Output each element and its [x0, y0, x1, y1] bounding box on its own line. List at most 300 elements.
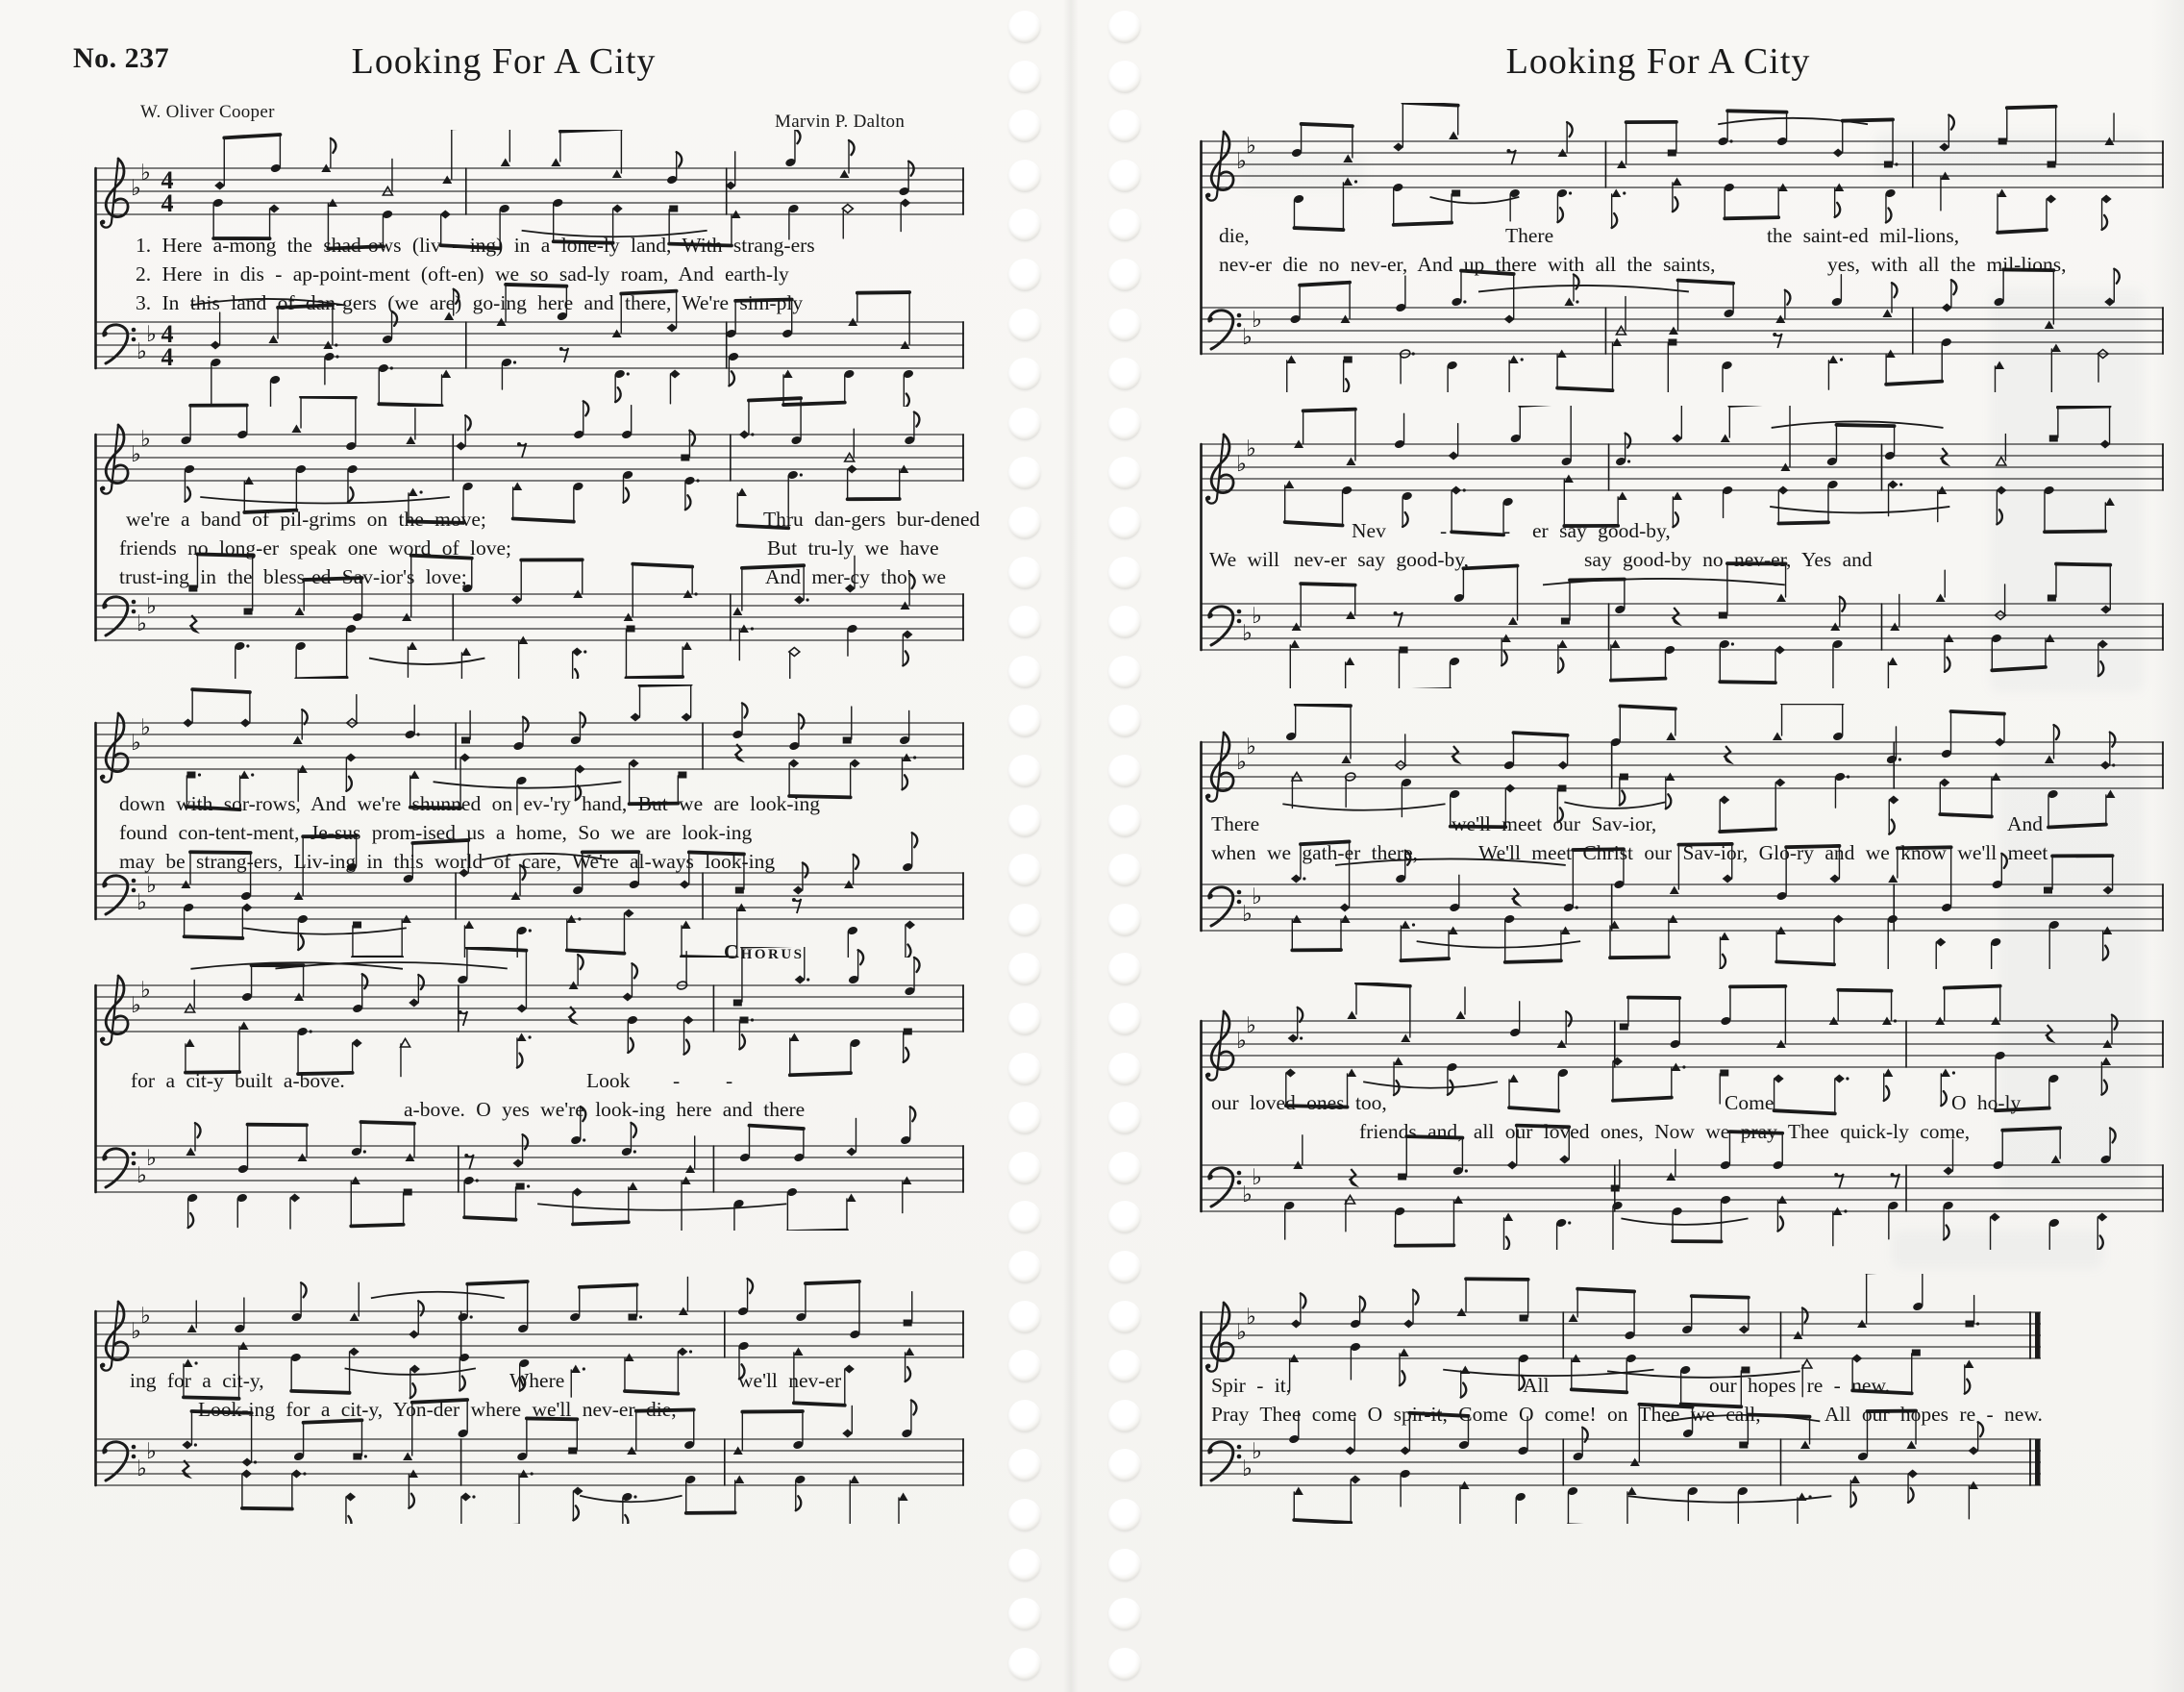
lyric-segment: we'll nev-er — [738, 1369, 842, 1392]
notehead — [628, 1182, 637, 1191]
flat-sign: ♭ — [1242, 325, 1253, 350]
binding-hole — [1108, 854, 1141, 886]
notehead — [409, 999, 419, 1008]
lyric-segment: - — [726, 1069, 733, 1092]
notehead — [666, 324, 677, 333]
notehead — [1400, 1447, 1410, 1456]
lyric-segment: Look — [586, 1069, 631, 1092]
notehead — [268, 336, 278, 344]
notehead — [456, 442, 466, 451]
notehead — [1995, 361, 2004, 370]
notehead — [571, 1365, 581, 1374]
treble-clef-icon — [101, 713, 128, 783]
notehead — [186, 1148, 195, 1157]
notehead — [1339, 904, 1350, 912]
notehead — [1906, 1441, 1916, 1450]
notehead — [1774, 779, 1785, 787]
notehead — [904, 1320, 912, 1327]
flat-sign: ♭ — [131, 731, 141, 756]
flat-sign: ♭ — [1252, 1439, 1262, 1464]
binding-hole — [1108, 656, 1141, 688]
notehead — [733, 1000, 742, 1007]
flat-sign: ♭ — [1246, 1305, 1256, 1330]
notehead — [1942, 304, 1952, 312]
notehead — [629, 759, 639, 768]
notehead — [1559, 1156, 1570, 1164]
notehead — [409, 1331, 419, 1339]
notehead — [1774, 1075, 1784, 1083]
notehead — [1291, 875, 1302, 883]
binding-hole — [1108, 110, 1141, 142]
binding-hole — [1008, 1301, 1041, 1333]
notehead — [1964, 1360, 1973, 1369]
binding-hole — [1008, 1102, 1041, 1134]
notehead — [612, 205, 623, 213]
binding-hole — [1008, 953, 1041, 985]
notehead — [1343, 178, 1353, 187]
slur — [1621, 1218, 1748, 1225]
notehead — [352, 1039, 362, 1048]
flat-sign: ♭ — [1246, 1013, 1256, 1038]
notehead — [345, 1493, 356, 1502]
flat-sign: ♭ — [1242, 1182, 1253, 1207]
binding-hole — [1108, 705, 1141, 737]
notehead — [460, 1493, 471, 1502]
notehead — [350, 1313, 360, 1322]
binding-hole — [1008, 507, 1041, 539]
notehead — [573, 1487, 583, 1496]
bass-clef-icon — [1207, 1168, 1241, 1207]
flat-sign: ♭ — [131, 1319, 141, 1344]
slur — [200, 497, 450, 504]
notehead — [409, 488, 418, 497]
flat-sign: ♭ — [140, 978, 151, 1003]
notehead — [794, 596, 805, 605]
lyric-segment: Look-ing for a cit-y, Yon-der where we'll nev-er die, — [198, 1398, 677, 1421]
notehead — [1284, 481, 1294, 489]
notehead — [1394, 1058, 1403, 1066]
lyric-segment: There — [1211, 812, 1260, 835]
notehead — [1509, 356, 1519, 364]
notehead — [1673, 492, 1682, 501]
lyric-segment: found con-tent-ment, Je-sus prom-ised us a home, So we are look-ing — [119, 821, 753, 844]
notehead — [1800, 1441, 1810, 1450]
lyric-segment: There — [1505, 224, 1554, 247]
notehead — [2105, 498, 2115, 507]
notehead — [1936, 594, 1946, 603]
lyric-segment: nev-er say good-by, — [1294, 548, 1469, 571]
lyric-segment: die, — [1219, 224, 1250, 247]
lyric-segment: trust-ing in the bless-ed Sav-ior's love; — [119, 565, 467, 588]
notehead — [1673, 178, 1682, 187]
time-signature: 4 — [161, 343, 174, 371]
notehead — [410, 1365, 420, 1374]
notehead — [1612, 1058, 1623, 1066]
lyric-segment: we're a band of pil-grims on the move; — [126, 508, 486, 531]
notehead — [512, 483, 522, 491]
binding-hole — [1008, 1598, 1041, 1630]
binding-hole — [1008, 1003, 1041, 1035]
treble-clef-icon — [101, 425, 128, 494]
notehead — [1995, 738, 2005, 747]
notehead — [844, 1365, 855, 1374]
notehead — [1627, 1487, 1637, 1496]
binding-hole — [1108, 11, 1141, 43]
bass-clef-icon — [1207, 311, 1241, 349]
right-page-title: Looking For A City — [1505, 41, 1811, 82]
flat-sign: ♭ — [1242, 621, 1253, 646]
notehead — [516, 1183, 525, 1190]
notehead — [904, 1029, 912, 1035]
notehead — [1620, 1024, 1628, 1031]
binding-hole — [1108, 358, 1141, 390]
final-barline — [2035, 1312, 2041, 1358]
notehead — [1672, 435, 1682, 443]
flat-sign: ♭ — [1252, 308, 1262, 333]
notehead — [850, 759, 860, 768]
binding-hole — [1108, 1598, 1141, 1630]
notehead — [1998, 138, 2007, 145]
notehead — [1966, 1321, 1974, 1328]
notehead — [345, 754, 356, 762]
bass-clef-icon — [102, 876, 136, 914]
binding-hole — [1108, 1102, 1141, 1134]
notehead — [1723, 875, 1733, 883]
binding-hole — [1108, 557, 1141, 589]
lyric-segment: But tru-ly we have — [767, 536, 939, 560]
lyric-segment: say good-by no nev-er, Yes and — [1584, 548, 1873, 571]
binding-hole — [1008, 755, 1041, 787]
notehead — [1997, 458, 2006, 466]
treble-clef-icon — [1206, 733, 1233, 802]
binding-hole — [1108, 309, 1141, 341]
notehead — [905, 1348, 914, 1356]
bass-clef-icon — [102, 325, 136, 363]
binding-hole — [1008, 1400, 1041, 1432]
lyric-segment: Spir - it, — [1211, 1374, 1292, 1397]
binding-hole — [1008, 557, 1041, 589]
lyric-segment: our hopes re - new. — [1709, 1374, 1890, 1397]
lyric-segment: we'll meet our Sav-ior, — [1452, 812, 1657, 835]
binding-hole — [1108, 160, 1141, 192]
binding-hole — [1108, 457, 1141, 489]
notehead — [291, 1470, 302, 1479]
binding-hole — [1008, 1251, 1041, 1283]
notehead — [847, 465, 857, 474]
binding-hole — [1008, 1350, 1041, 1382]
notehead — [349, 1348, 360, 1356]
binding-hole — [1108, 1251, 1141, 1283]
notehead — [1341, 756, 1351, 764]
flat-sign: ♭ — [1246, 134, 1256, 159]
notehead — [269, 205, 280, 213]
page-seam-shadow — [1063, 0, 1079, 1692]
flat-sign: ♭ — [1236, 750, 1247, 775]
notehead — [795, 976, 806, 984]
binding-hole — [1108, 1549, 1141, 1581]
notehead — [1509, 1075, 1519, 1083]
notehead — [1739, 1326, 1750, 1334]
notehead — [1504, 784, 1515, 793]
notehead — [846, 1148, 856, 1157]
notehead — [2045, 756, 2054, 764]
notehead — [461, 648, 471, 657]
music-system-right-2 — [1198, 406, 2167, 688]
binding-hole — [1108, 1400, 1141, 1432]
flat-sign: ♭ — [131, 176, 141, 201]
treble-clef-icon — [1206, 1011, 1233, 1081]
lyric-segment: friends and, all our loved ones, Now we pray Thee quick-ly come, — [1359, 1120, 1971, 1143]
notehead — [1291, 1320, 1302, 1329]
notehead — [353, 922, 361, 929]
notehead — [735, 887, 744, 894]
notehead — [2099, 440, 2110, 449]
notehead — [1884, 162, 1893, 168]
binding-hole — [1108, 1449, 1141, 1481]
bass-clef-icon — [1207, 887, 1241, 926]
flat-sign: ♭ — [140, 1304, 151, 1329]
notehead — [511, 596, 522, 605]
binding-hole — [1108, 606, 1141, 638]
binding-hole — [1108, 408, 1141, 440]
notehead — [1943, 1167, 1953, 1176]
lyric-segment: may be strang-ers, Liv-ing in this world of care, We're al-ways look-ing — [119, 850, 776, 873]
binding-hole — [1008, 110, 1041, 142]
notehead — [186, 1039, 195, 1048]
music-system-right-4 — [1198, 983, 2167, 1250]
notehead — [187, 1325, 197, 1333]
binding-hole — [1008, 1648, 1041, 1680]
notehead — [734, 1476, 744, 1484]
notehead — [624, 909, 634, 918]
notehead — [1294, 1487, 1303, 1496]
flat-sign: ♭ — [136, 1456, 147, 1481]
notehead — [1557, 761, 1568, 770]
notehead — [793, 886, 804, 895]
notehead — [1503, 1213, 1513, 1222]
notehead — [241, 904, 252, 912]
notehead — [2101, 1058, 2111, 1066]
slur — [1478, 286, 1689, 292]
notehead — [575, 765, 585, 774]
notehead — [1286, 356, 1296, 364]
treble-clef-icon — [101, 1302, 128, 1371]
notehead — [850, 1476, 859, 1484]
notehead — [1833, 915, 1844, 924]
notehead — [1829, 875, 1840, 883]
treble-clef-icon — [1206, 435, 1233, 504]
lyric-segment: - — [1503, 519, 1511, 542]
notehead — [408, 642, 417, 651]
slur — [1770, 507, 1949, 513]
binding-hole — [1008, 805, 1041, 837]
binding-hole — [1108, 1152, 1141, 1184]
notehead — [241, 1470, 252, 1479]
notehead — [1670, 886, 1679, 895]
flat-sign: ♭ — [140, 161, 151, 186]
notehead — [682, 713, 692, 722]
lyric-segment: the saint-ed mil-lions, — [1767, 224, 1960, 247]
notehead — [568, 1448, 577, 1455]
notehead — [239, 1022, 249, 1031]
notehead — [612, 170, 622, 179]
notehead — [842, 1430, 853, 1438]
notehead — [512, 1159, 523, 1168]
notehead — [2097, 640, 2108, 649]
notehead — [242, 1458, 253, 1467]
notehead — [2104, 298, 2115, 307]
binding-hole — [1108, 1201, 1141, 1233]
notehead — [1290, 640, 1300, 649]
slur — [537, 1204, 786, 1210]
chorus-label: Chorus — [724, 940, 805, 963]
music-system-right-1 — [1198, 103, 2167, 392]
lyric-segment: All — [1523, 1374, 1550, 1397]
binding-hole — [1008, 1152, 1041, 1184]
binding-hole — [1108, 61, 1141, 93]
notehead — [1400, 1349, 1409, 1357]
slur — [1564, 802, 1665, 809]
lyric-segment: Come — [1725, 1091, 1774, 1114]
notehead — [789, 648, 800, 657]
slur — [369, 659, 484, 665]
flat-sign: ♭ — [1242, 1456, 1253, 1481]
notehead — [1285, 1069, 1296, 1078]
notehead — [1720, 933, 1729, 941]
notehead — [1620, 774, 1628, 781]
binding-hole — [1008, 309, 1041, 341]
notehead — [905, 921, 915, 930]
notehead — [793, 1348, 803, 1356]
notehead — [461, 737, 470, 744]
notehead — [1850, 1476, 1860, 1484]
time-signature: 4 — [161, 320, 174, 348]
notehead — [677, 1348, 687, 1356]
binding-hole — [1008, 1053, 1041, 1085]
notehead — [517, 1033, 527, 1042]
notehead — [839, 170, 849, 179]
notehead — [293, 736, 303, 745]
notehead — [899, 1493, 908, 1502]
notehead — [1449, 132, 1458, 140]
binding-hole — [1008, 358, 1041, 390]
lyric-segment: nev-er die no nev-er, And up there with all the saints, — [1219, 253, 1716, 276]
notehead — [1719, 612, 1727, 619]
notehead — [1401, 1034, 1410, 1043]
flat-sign: ♭ — [131, 993, 141, 1018]
notehead — [2045, 321, 2054, 330]
notehead — [186, 772, 195, 779]
lyric-segment: Nev — [1352, 519, 1386, 542]
notehead — [630, 713, 640, 722]
notehead — [2097, 1213, 2107, 1222]
notehead — [683, 1016, 694, 1025]
binding-hole — [1108, 1053, 1141, 1085]
music-system-right-5 — [1198, 1274, 2044, 1524]
binding-hole — [1108, 1003, 1141, 1035]
notehead — [410, 771, 419, 780]
binding-hole — [1108, 904, 1141, 936]
flat-sign: ♭ — [146, 873, 157, 898]
notehead — [1666, 733, 1675, 741]
notehead — [1347, 1069, 1356, 1078]
flat-sign: ♭ — [146, 322, 157, 347]
notehead — [1912, 1350, 1921, 1356]
notehead — [440, 211, 451, 219]
final-barline — [2035, 1439, 2041, 1485]
notehead — [669, 206, 678, 212]
music-system-right-3 — [1198, 704, 2167, 969]
notehead — [847, 1194, 856, 1203]
binding-hole — [1008, 854, 1041, 886]
binding-hole — [1008, 11, 1041, 43]
binding-hole — [1008, 408, 1041, 440]
notehead — [244, 609, 253, 615]
binding-hole — [1108, 1301, 1141, 1333]
flat-sign: ♭ — [1236, 452, 1247, 477]
slur — [434, 782, 622, 788]
notehead — [1452, 190, 1460, 197]
notehead — [1400, 647, 1408, 654]
notehead — [516, 1005, 527, 1013]
notehead — [2048, 162, 2056, 168]
flat-sign: ♭ — [131, 442, 141, 467]
binding-hole — [1008, 259, 1041, 291]
lyric-segment: Thru dan-gers bur-dened — [763, 508, 980, 531]
notehead — [629, 1314, 637, 1321]
notehead — [1777, 486, 1788, 495]
notehead — [1939, 779, 1949, 787]
notehead — [1776, 594, 1786, 603]
notehead — [1618, 492, 1627, 501]
binding-hole — [1108, 755, 1141, 787]
notehead — [842, 205, 853, 213]
notehead — [1350, 1476, 1360, 1484]
notehead — [2046, 195, 2056, 204]
notehead — [1990, 1213, 2000, 1222]
treble-clef-icon — [1206, 132, 1233, 201]
notehead — [1557, 785, 1566, 792]
flat-sign: ♭ — [1252, 884, 1262, 909]
flat-sign: ♭ — [1246, 734, 1256, 759]
notehead — [1288, 1034, 1299, 1043]
notehead — [401, 1039, 410, 1048]
flat-sign: ♭ — [1252, 1165, 1262, 1190]
notehead — [2102, 886, 2113, 895]
time-signature: 4 — [161, 166, 174, 194]
notehead — [2049, 435, 2058, 442]
notehead — [464, 921, 474, 930]
lyric-segment: O ho-ly — [1951, 1091, 2022, 1114]
notehead — [1345, 658, 1354, 666]
lyric-segment: - — [673, 1069, 681, 1092]
flat-sign: ♭ — [146, 1146, 157, 1171]
notehead — [1883, 1069, 1893, 1078]
notehead — [789, 1033, 799, 1042]
slur — [1417, 941, 1580, 948]
notehead — [1882, 310, 1892, 318]
flat-sign: ♭ — [136, 890, 147, 915]
binding-hole — [1008, 209, 1041, 241]
composer-credit: Marvin P. Dalton — [775, 112, 906, 132]
flat-sign: ♭ — [146, 594, 157, 619]
notehead — [1343, 155, 1353, 163]
slur — [1282, 804, 1445, 810]
binding-hole — [1008, 705, 1041, 737]
binding-hole — [1108, 805, 1141, 837]
flat-sign: ♭ — [1236, 149, 1247, 174]
notehead — [2100, 761, 2111, 770]
